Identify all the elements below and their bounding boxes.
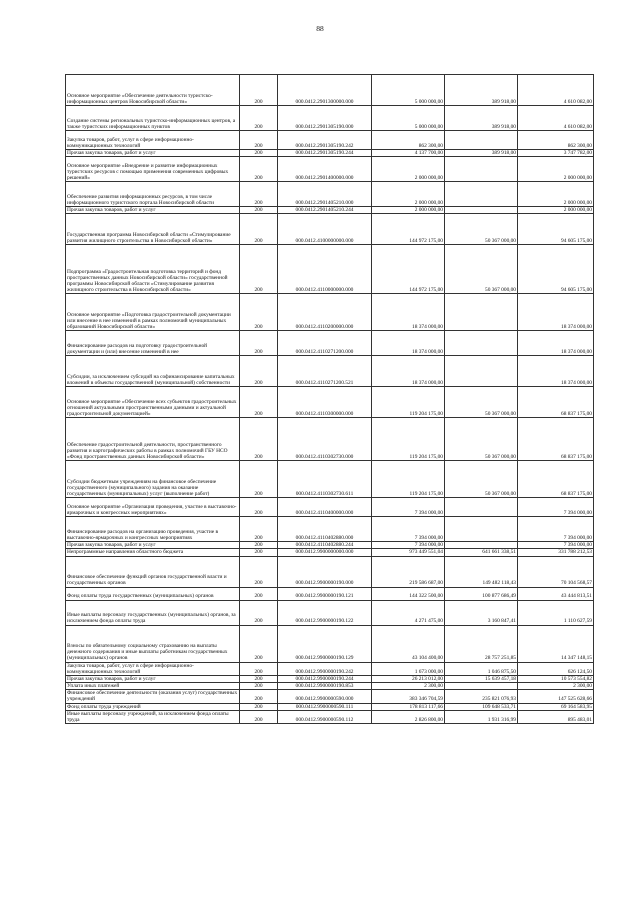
row-code-cell: 200 [240, 461, 278, 498]
row-remaining-amount-cell: 147 525 628,66 [518, 690, 594, 703]
row-executed-amount-cell [445, 517, 518, 542]
page-number: 88 [316, 24, 324, 33]
row-remaining-amount-cell: 18 374 000,00 [518, 356, 594, 387]
row-executed-amount-cell: 389 918,00 [445, 106, 518, 131]
row-approved-amount-cell: 2 000 000,00 [372, 182, 445, 207]
row-executed-amount-cell [445, 542, 518, 549]
row-approved-amount-cell: 43 104 400,00 [372, 625, 445, 662]
table-row [66, 710, 594, 723]
row-name-cell: Государственная программа Новосибирской области «Стимулирование развития жилищного строительства в Новосибирской области» [66, 214, 240, 245]
row-remaining-amount-cell: 2 000 000,00 [518, 157, 594, 182]
row-executed-amount-cell: 389 918,00 [445, 150, 518, 157]
row-code-cell: 200 [240, 690, 278, 703]
table-row [66, 587, 594, 600]
row-executed-amount-cell [445, 182, 518, 207]
row-approved-amount-cell: 7 394 000,00 [372, 517, 445, 542]
row-executed-amount-cell [445, 331, 518, 356]
row-code-cell: 200 [240, 703, 278, 710]
row-remaining-amount-cell: 4 610 082,00 [518, 106, 594, 131]
row-code-cell: 200 [240, 387, 278, 418]
row-name-cell: Иные выплаты персоналу государственных (муниципальных) органов, за исключением фонда оплаты труда [66, 600, 240, 625]
row-approved-amount-cell: 144 972 175,00 [372, 245, 445, 294]
row-approved-amount-cell: 973 449 551,04 [372, 549, 445, 556]
row-executed-amount-cell: 28 757 251,85 [445, 625, 518, 662]
row-approved-amount-cell: 4 137 700,00 [372, 150, 445, 157]
row-executed-amount-cell: 109 648 533,71 [445, 703, 518, 710]
row-approved-amount-cell: 119 204 175,00 [372, 418, 445, 461]
row-remaining-amount-cell: 862 300,00 [518, 131, 594, 150]
row-name-cell: Прочая закупка товаров, работ и услуг [66, 150, 240, 157]
row-kbk-cell: 000.0412.9900000590.111 [278, 703, 372, 710]
row-approved-amount-cell: 4 271 475,00 [372, 600, 445, 625]
row-code-cell: 200 [240, 75, 278, 106]
row-kbk-cell: 000.0412.2901400000.000 [278, 157, 372, 182]
table-row [66, 675, 594, 682]
row-kbk-cell: 000.0412.9900000190.242 [278, 662, 372, 675]
row-remaining-amount-cell: 18 374 000,00 [518, 294, 594, 331]
row-executed-amount-cell: 641 661 338,51 [445, 549, 518, 556]
row-code-cell: 200 [240, 542, 278, 549]
row-kbk-cell: 000.0412.4110402880.000 [278, 517, 372, 542]
row-code-cell: 200 [240, 356, 278, 387]
row-kbk-cell: 000.0412.2901405210.244 [278, 207, 372, 214]
row-executed-amount-cell: 50 367 000,00 [445, 418, 518, 461]
row-code-cell: 200 [240, 556, 278, 587]
row-remaining-amount-cell: 10 573 554,82 [518, 675, 594, 682]
row-remaining-amount-cell: 68 837 175,00 [518, 387, 594, 418]
row-code-cell: 200 [240, 662, 278, 675]
row-executed-amount-cell: 235 821 076,93 [445, 690, 518, 703]
row-remaining-amount-cell: 94 605 175,00 [518, 245, 594, 294]
row-approved-amount-cell: 178 813 117,66 [372, 703, 445, 710]
row-name-cell: Обеспечение градостроительной деятельности, пространственного развития и картографических работы в рамках полномочий ГБУ НСО «Фонд пространственных данных Новосибирской области» [66, 418, 240, 461]
table-row [66, 498, 594, 517]
table-row [66, 106, 594, 131]
row-name-cell: Основное мероприятие «Обеспечение деятельности туристско-информационных центров Новосибирской области» [66, 75, 240, 106]
row-code-cell: 200 [240, 498, 278, 517]
row-name-cell: Основное мероприятие «Подготовка градостроительной документации или внесение в нее изменений в рамках полномочий муниципальных образований Новосибирской области» [66, 294, 240, 331]
row-kbk-cell: 000.0412.4110402880.244 [278, 542, 372, 549]
table-row [66, 625, 594, 662]
row-code-cell: 200 [240, 294, 278, 331]
row-executed-amount-cell: 50 367 000,00 [445, 245, 518, 294]
row-code-cell: 200 [240, 182, 278, 207]
row-executed-amount-cell [445, 131, 518, 150]
row-remaining-amount-cell: 14 347 148,15 [518, 625, 594, 662]
row-name-cell: Взносы по обязательному социальному страхованию на выплаты денежного содержания и иные выплаты работникам государственных (муниципальных) органов [66, 625, 240, 662]
table-row [66, 690, 594, 703]
row-approved-amount-cell: 1 673 000,00 [372, 662, 445, 675]
row-executed-amount-cell: 149 482 118,43 [445, 556, 518, 587]
row-approved-amount-cell: 219 586 687,00 [372, 556, 445, 587]
row-kbk-cell: 000.0412.2901305190.000 [278, 106, 372, 131]
row-kbk-cell: 000.0412.4110400000.000 [278, 498, 372, 517]
row-name-cell: Подпрограмма «Градостроительная подготовка территорий и фонд пространственных данных Новосибирской области» государственной программы Новосибирской области «Стимулирование развития жилищного строительства в Новосибирской области» [66, 245, 240, 294]
table-row [66, 556, 594, 587]
row-name-cell: Фонд оплаты труда государственных (муниципальных) органов [66, 587, 240, 600]
row-code-cell: 200 [240, 106, 278, 131]
row-approved-amount-cell: 862 300,00 [372, 131, 445, 150]
row-code-cell: 200 [240, 710, 278, 723]
row-name-cell: Прочая закупка товаров, работ и услуг [66, 207, 240, 214]
row-kbk-cell: 000.0412.9900000590.112 [278, 710, 372, 723]
row-kbk-cell: 000.0412.9900000190.122 [278, 600, 372, 625]
budget-table-body [66, 75, 594, 724]
table-row [66, 331, 594, 356]
row-remaining-amount-cell: 43 444 813,51 [518, 587, 594, 600]
row-remaining-amount-cell: 7 394 000,00 [518, 542, 594, 549]
row-approved-amount-cell: 119 204 175,00 [372, 387, 445, 418]
row-executed-amount-cell [445, 683, 518, 690]
row-name-cell: Закупка товаров, работ, услуг в сфере информационно-коммуникационных технологий [66, 662, 240, 675]
table-row [66, 461, 594, 498]
table-row [66, 182, 594, 207]
row-kbk-cell: 000.0412.9900000590.000 [278, 690, 372, 703]
row-name-cell: Обеспечение развития информационных ресурсов, в том числе информационного туристского портала Новосибирской области [66, 182, 240, 207]
row-code-cell: 200 [240, 587, 278, 600]
table-row [66, 207, 594, 214]
row-kbk-cell: 000.0412.4110302730.000 [278, 418, 372, 461]
row-executed-amount-cell: 50 367 000,00 [445, 461, 518, 498]
table-row [66, 418, 594, 461]
row-kbk-cell: 000.0412.2901305190.242 [278, 131, 372, 150]
row-name-cell: Уплата иных платежей [66, 683, 240, 690]
row-code-cell: 200 [240, 245, 278, 294]
row-approved-amount-cell: 2 000 000,00 [372, 207, 445, 214]
table-row [66, 131, 594, 150]
row-executed-amount-cell [445, 207, 518, 214]
row-remaining-amount-cell: 69 164 583,95 [518, 703, 594, 710]
row-remaining-amount-cell: 70 104 568,57 [518, 556, 594, 587]
row-kbk-cell: 000.0412.4110271200.000 [278, 331, 372, 356]
row-approved-amount-cell: 18 374 000,00 [372, 356, 445, 387]
row-approved-amount-cell: 5 000 000,00 [372, 106, 445, 131]
row-kbk-cell: 000.0412.4110271200.521 [278, 356, 372, 387]
row-approved-amount-cell: 18 374 000,00 [372, 331, 445, 356]
row-name-cell: Прочая закупка товаров, работ и услуг [66, 675, 240, 682]
row-remaining-amount-cell: 18 374 000,00 [518, 331, 594, 356]
row-remaining-amount-cell: 3 747 782,00 [518, 150, 594, 157]
table-row [66, 75, 594, 106]
row-code-cell: 200 [240, 418, 278, 461]
row-name-cell: Непрограммные направления областного бюджета [66, 549, 240, 556]
row-executed-amount-cell [445, 157, 518, 182]
row-kbk-cell: 000.0412.2901300000.000 [278, 75, 372, 106]
row-remaining-amount-cell: 7 394 000,00 [518, 498, 594, 517]
row-kbk-cell: 000.0412.9900000190.244 [278, 675, 372, 682]
row-remaining-amount-cell: 331 788 212,53 [518, 549, 594, 556]
row-approved-amount-cell: 2 000 000,00 [372, 157, 445, 182]
table-row [66, 245, 594, 294]
row-name-cell: Финансовое обеспечение функций органов государственной власти и государственных органов [66, 556, 240, 587]
row-remaining-amount-cell: 68 837 175,00 [518, 461, 594, 498]
row-approved-amount-cell: 26 213 012,00 [372, 675, 445, 682]
table-row [66, 549, 594, 556]
row-executed-amount-cell [445, 356, 518, 387]
row-code-cell: 200 [240, 625, 278, 662]
row-approved-amount-cell: 7 394 000,00 [372, 498, 445, 517]
row-approved-amount-cell: 2 826 800,00 [372, 710, 445, 723]
row-executed-amount-cell: 389 918,00 [445, 75, 518, 106]
row-kbk-cell: 000.0412.4110200000.000 [278, 294, 372, 331]
table-row [66, 157, 594, 182]
row-remaining-amount-cell: 94 605 175,00 [518, 214, 594, 245]
row-code-cell: 200 [240, 131, 278, 150]
row-kbk-cell: 000.0412.4110000000.000 [278, 245, 372, 294]
row-remaining-amount-cell: 1 110 627,59 [518, 600, 594, 625]
row-kbk-cell: 000.0412.9900000190.129 [278, 625, 372, 662]
table-row [66, 703, 594, 710]
row-executed-amount-cell: 15 639 457,18 [445, 675, 518, 682]
table-row [66, 356, 594, 387]
budget-table [65, 74, 594, 724]
row-executed-amount-cell: 100 877 686,49 [445, 587, 518, 600]
row-kbk-cell: 000.0412.9900000000.000 [278, 549, 372, 556]
row-kbk-cell: 000.0412.4110300000.000 [278, 387, 372, 418]
row-name-cell: Закупка товаров, работ, услуг в сфере информационно-коммуникационных технологий [66, 131, 240, 150]
row-name-cell: Иные выплаты персоналу учреждений, за исключением фонда оплаты труда [66, 710, 240, 723]
row-executed-amount-cell: 1 046 875,50 [445, 662, 518, 675]
row-name-cell: Основное мероприятие «Организация проведения, участие в выставочно-ярмарочных и конгрессных мероприятиях» [66, 498, 240, 517]
table-row [66, 150, 594, 157]
row-executed-amount-cell: 50 367 000,00 [445, 214, 518, 245]
row-remaining-amount-cell: 2 000 000,00 [518, 182, 594, 207]
row-code-cell: 200 [240, 214, 278, 245]
row-approved-amount-cell: 5 000 000,00 [372, 75, 445, 106]
row-approved-amount-cell: 18 374 000,00 [372, 294, 445, 331]
row-name-cell: Финансовое обеспечение деятельности (оказания услуг) государственных учреждений [66, 690, 240, 703]
row-code-cell: 200 [240, 207, 278, 214]
row-remaining-amount-cell: 626 124,50 [518, 662, 594, 675]
row-name-cell: Прочая закупка товаров, работ и услуг [66, 542, 240, 549]
row-approved-amount-cell: 144 322 500,00 [372, 587, 445, 600]
table-row [66, 600, 594, 625]
row-name-cell: Субсидии бюджетным учреждениям на финансовое обеспечение государственного (муниципального) задания на оказание государственных (муниципальных) услуг (выполнение работ) [66, 461, 240, 498]
row-code-cell: 200 [240, 600, 278, 625]
row-code-cell: 200 [240, 683, 278, 690]
row-name-cell: Фонд оплаты труда учреждений [66, 703, 240, 710]
row-executed-amount-cell: 50 367 000,00 [445, 387, 518, 418]
table-row [66, 517, 594, 542]
row-kbk-cell: 000.0412.2901405210.000 [278, 182, 372, 207]
row-name-cell: Финансирование расходов на организацию проведения, участие в выставочно-ярмарочных и конгрессных мероприятиях [66, 517, 240, 542]
row-kbk-cell: 000.0412.9900000190.853 [278, 683, 372, 690]
row-kbk-cell: 000.0412.9900000190.121 [278, 587, 372, 600]
row-remaining-amount-cell: 7 394 000,00 [518, 517, 594, 542]
table-row [66, 662, 594, 675]
row-name-cell: Основное мероприятие «Внедрение и развитие информационных туристских ресурсов с помощью применения современных цифровых решений» [66, 157, 240, 182]
table-row [66, 214, 594, 245]
row-kbk-cell: 000.0412.9900000190.000 [278, 556, 372, 587]
row-executed-amount-cell: 3 160 847,41 [445, 600, 518, 625]
row-code-cell: 200 [240, 150, 278, 157]
table-row [66, 294, 594, 331]
row-name-cell: Основное мероприятие «Обеспечение всех субъектов градостроительных отношений актуальными пространственными данными и актуальной градостроительной документацией» [66, 387, 240, 418]
row-approved-amount-cell: 7 394 000,00 [372, 542, 445, 549]
table-row [66, 683, 594, 690]
row-executed-amount-cell [445, 498, 518, 517]
row-code-cell: 200 [240, 517, 278, 542]
row-kbk-cell: 000.0412.4110302730.611 [278, 461, 372, 498]
row-name-cell: Финансирование расходов на подготовку градостроительной документации и (или) внесение изменений в нее [66, 331, 240, 356]
row-kbk-cell: 000.0412.2901305190.244 [278, 150, 372, 157]
row-approved-amount-cell: 2 300,00 [372, 683, 445, 690]
row-remaining-amount-cell: 4 610 082,00 [518, 75, 594, 106]
row-name-cell: Субсидии, за исключением субсидий на софинансирование капитальных вложений в объекты государственной (муниципальной) собственности [66, 356, 240, 387]
row-kbk-cell: 000.0412.4100000000.000 [278, 214, 372, 245]
row-code-cell: 200 [240, 675, 278, 682]
row-approved-amount-cell: 383 346 704,59 [372, 690, 445, 703]
table-row [66, 387, 594, 418]
row-remaining-amount-cell: 68 837 175,00 [518, 418, 594, 461]
row-approved-amount-cell: 144 972 175,00 [372, 214, 445, 245]
row-executed-amount-cell: 1 931 316,99 [445, 710, 518, 723]
row-approved-amount-cell: 119 204 175,00 [372, 461, 445, 498]
row-code-cell: 200 [240, 331, 278, 356]
row-name-cell: Создание системы региональных туристско-информационных центров, а также туристских информационных пунктов [66, 106, 240, 131]
row-remaining-amount-cell: 2 300,00 [518, 683, 594, 690]
row-remaining-amount-cell: 2 000 000,00 [518, 207, 594, 214]
row-code-cell: 200 [240, 549, 278, 556]
row-remaining-amount-cell: 895 483,01 [518, 710, 594, 723]
table-row [66, 542, 594, 549]
row-executed-amount-cell [445, 294, 518, 331]
row-code-cell: 200 [240, 157, 278, 182]
